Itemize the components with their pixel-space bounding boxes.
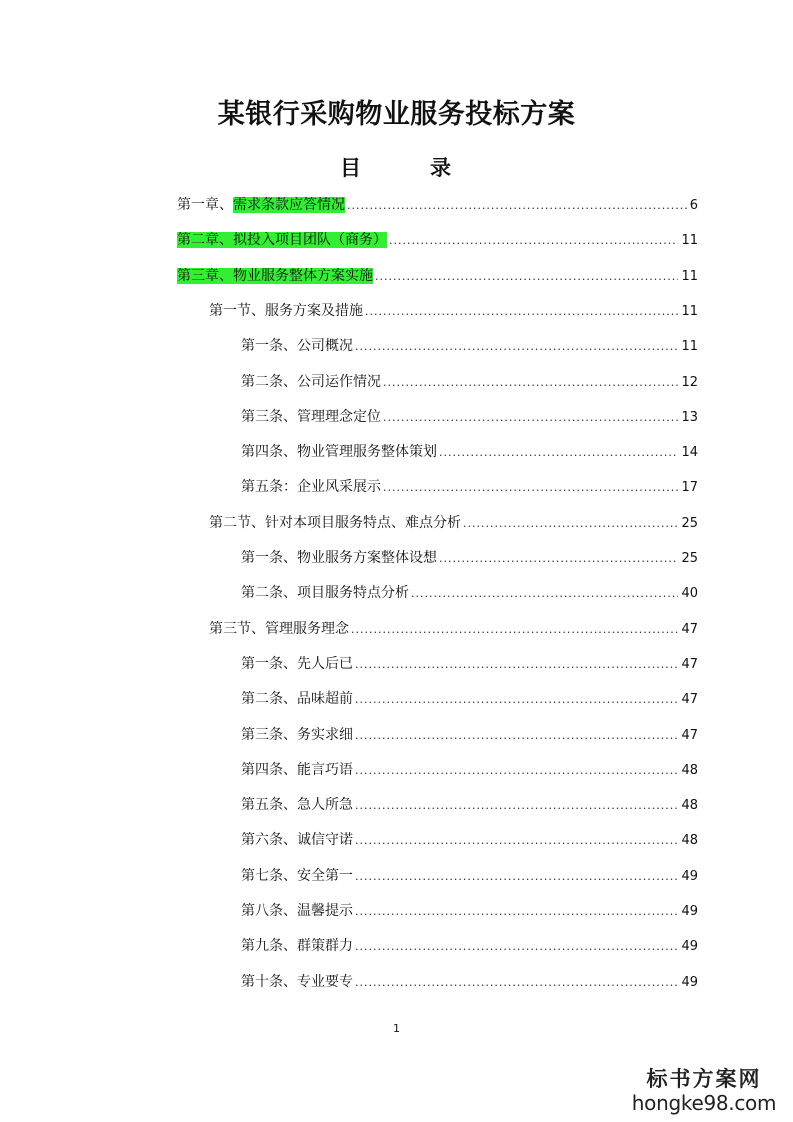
- watermark-url: hongke98.com: [631, 1091, 777, 1115]
- toc-entry-page: 14: [681, 445, 698, 461]
- toc-entry-page: 47: [681, 656, 698, 672]
- toc-entry[interactable]: [241, 335, 698, 357]
- toc-leader-dots: [355, 866, 678, 888]
- toc-leader-dots: [355, 972, 678, 994]
- toc-leader-dots: [463, 513, 678, 535]
- toc-leader-dots: [355, 725, 678, 747]
- toc-leader-dots: [355, 336, 678, 358]
- toc-entry[interactable]: [241, 865, 698, 887]
- toc-entry-title: [241, 794, 353, 816]
- toc-entry-page: 25: [681, 515, 698, 531]
- toc-entry-page: 40: [681, 586, 698, 602]
- toc-entry[interactable]: [177, 229, 698, 251]
- toc-entry-page: 49: [681, 904, 698, 919]
- toc-entry-title: [241, 653, 353, 675]
- toc-leader-dots: [389, 230, 678, 252]
- table-of-contents: [0, 194, 793, 1004]
- toc-entry[interactable]: [209, 512, 698, 534]
- toc-entry[interactable]: [241, 971, 698, 993]
- toc-entry-page: 47: [681, 727, 698, 743]
- toc-entry-text: 第三条、务实求细: [241, 726, 353, 743]
- toc-leader-dots: [411, 583, 678, 605]
- toc-leader-dots: [355, 795, 678, 817]
- toc-entry-text: 第三节、管理服务理念: [209, 620, 349, 637]
- toc-entry-text: 第二条、公司运作情况: [241, 373, 381, 390]
- toc-entry-text: 第二节、针对本项目服务特点、难点分析: [209, 514, 461, 531]
- toc-entry[interactable]: [209, 618, 698, 640]
- toc-entry-page: 48: [681, 798, 698, 814]
- toc-entry-title: [241, 724, 353, 746]
- toc-entry-text: 第六条、诚信守诺: [241, 832, 353, 849]
- toc-entry-title: [241, 688, 353, 710]
- toc-entry-text: 第八条、温馨提示: [241, 903, 353, 919]
- toc-entry[interactable]: [209, 300, 698, 322]
- toc-entry-page: 49: [681, 868, 698, 884]
- toc-entry[interactable]: [177, 265, 698, 287]
- toc-entry-title: [241, 476, 381, 498]
- toc-entry-highlight: 第三章、物业服务整体方案实施: [177, 267, 373, 284]
- toc-entry-highlight: 需求条款应答情况: [233, 197, 345, 213]
- toc-entry-title: [241, 335, 353, 357]
- toc-entry[interactable]: [241, 935, 698, 957]
- toc-entry-text: 第九条、群策群力: [241, 938, 353, 955]
- toc-entry-page: 11: [681, 339, 698, 355]
- toc-entry-text: 第二条、项目服务特点分析: [241, 585, 409, 602]
- watermark-logo: [629, 1066, 779, 1114]
- toc-leader-dots: [383, 372, 678, 394]
- toc-entry-title: [209, 618, 349, 640]
- toc-entry-title: [209, 300, 363, 322]
- toc-entry[interactable]: [241, 829, 698, 851]
- toc-entry-text: 第一节、服务方案及措施: [209, 302, 363, 319]
- toc-leader-dots: [383, 477, 678, 499]
- toc-entry-title: [177, 194, 345, 216]
- toc-entry[interactable]: [241, 794, 698, 816]
- toc-entry[interactable]: [241, 724, 698, 746]
- toc-entry-page: 47: [681, 621, 698, 637]
- toc-leader-dots: [355, 654, 678, 676]
- toc-entry-title: [241, 371, 381, 393]
- toc-entry-page: 17: [681, 480, 698, 496]
- toc-entry-page: 13: [681, 409, 698, 425]
- toc-entry-title: [241, 900, 353, 922]
- toc-entry-page: 11: [681, 268, 698, 284]
- page-number: 1: [393, 1022, 400, 1035]
- toc-entry[interactable]: [177, 194, 698, 216]
- toc-entry-title: [241, 935, 353, 957]
- toc-leader-dots: [351, 619, 678, 641]
- toc-entry-title: [241, 406, 381, 428]
- toc-leader-dots: [355, 830, 678, 852]
- toc-entry[interactable]: [241, 582, 698, 604]
- toc-entry[interactable]: [241, 547, 698, 569]
- toc-entry-text: 第三条、管理理念定位: [241, 408, 381, 425]
- toc-entry-page: 47: [681, 692, 698, 708]
- toc-heading: 目 录: [340, 156, 475, 180]
- toc-entry[interactable]: [241, 371, 698, 393]
- watermark-title: 标书方案网: [646, 1066, 762, 1091]
- toc-entry[interactable]: [241, 759, 698, 781]
- toc-leader-dots: [355, 936, 678, 958]
- toc-leader-dots: [355, 760, 678, 782]
- page-title: 某银行采购物业服务投标方案: [217, 99, 576, 130]
- toc-entry-text: 第五条、急人所急: [241, 797, 353, 814]
- toc-entry-page: 11: [681, 233, 698, 249]
- toc-entry-title: [241, 971, 353, 993]
- toc-entry-text: 第一章、: [177, 197, 233, 213]
- toc-entry-page: 48: [681, 833, 698, 849]
- toc-leader-dots: [375, 266, 678, 288]
- toc-entry-text: 第五条：企业风采展示: [241, 479, 381, 496]
- toc-entry-page: 48: [681, 762, 698, 778]
- toc-entry-title: [241, 829, 353, 851]
- toc-entry[interactable]: [241, 441, 698, 463]
- toc-entry[interactable]: [241, 688, 698, 710]
- toc-leader-dots: [439, 442, 678, 464]
- toc-entry[interactable]: [241, 406, 698, 428]
- toc-entry-highlight: 第二章、拟投入项目团队（商务）: [177, 232, 387, 249]
- toc-entry[interactable]: [241, 653, 698, 675]
- toc-entry-text: 第七条、安全第一: [241, 867, 353, 884]
- toc-leader-dots: [347, 195, 687, 217]
- toc-entry[interactable]: [241, 476, 698, 498]
- toc-entry-page: 49: [681, 939, 698, 955]
- toc-entry-page: 12: [681, 374, 698, 390]
- toc-entry-text: 第十条、专业要专: [241, 973, 353, 990]
- toc-entry-page: 49: [681, 974, 698, 990]
- toc-entry-text: 第一条、公司概况: [241, 338, 353, 355]
- toc-entry-text: 第四条、物业管理服务整体策划: [241, 444, 437, 461]
- toc-entry-text: 第四条、能言巧语: [241, 761, 353, 778]
- toc-entry-page: 25: [681, 551, 698, 566]
- toc-entry-text: 第一条、物业服务方案整体设想: [241, 550, 437, 566]
- toc-leader-dots: [383, 407, 678, 429]
- toc-entry-title: [241, 759, 353, 781]
- toc-entry-title: [209, 512, 461, 534]
- toc-entry-title: [241, 441, 437, 463]
- toc-entry-title: [177, 229, 387, 251]
- toc-entry-page: 6: [689, 198, 698, 213]
- toc-entry-title: [241, 547, 437, 569]
- toc-leader-dots: [439, 548, 678, 570]
- toc-entry-text: 第一条、先人后已: [241, 655, 353, 672]
- toc-entry-page: 11: [681, 303, 698, 319]
- toc-leader-dots: [355, 689, 678, 711]
- toc-entry-title: [241, 582, 409, 604]
- toc-leader-dots: [355, 901, 678, 923]
- toc-entry[interactable]: [241, 900, 698, 922]
- toc-entry-text: 第二条、品味超前: [241, 691, 353, 708]
- toc-leader-dots: [365, 301, 678, 323]
- toc-entry-title: [241, 865, 353, 887]
- toc-entry-title: [177, 265, 373, 287]
